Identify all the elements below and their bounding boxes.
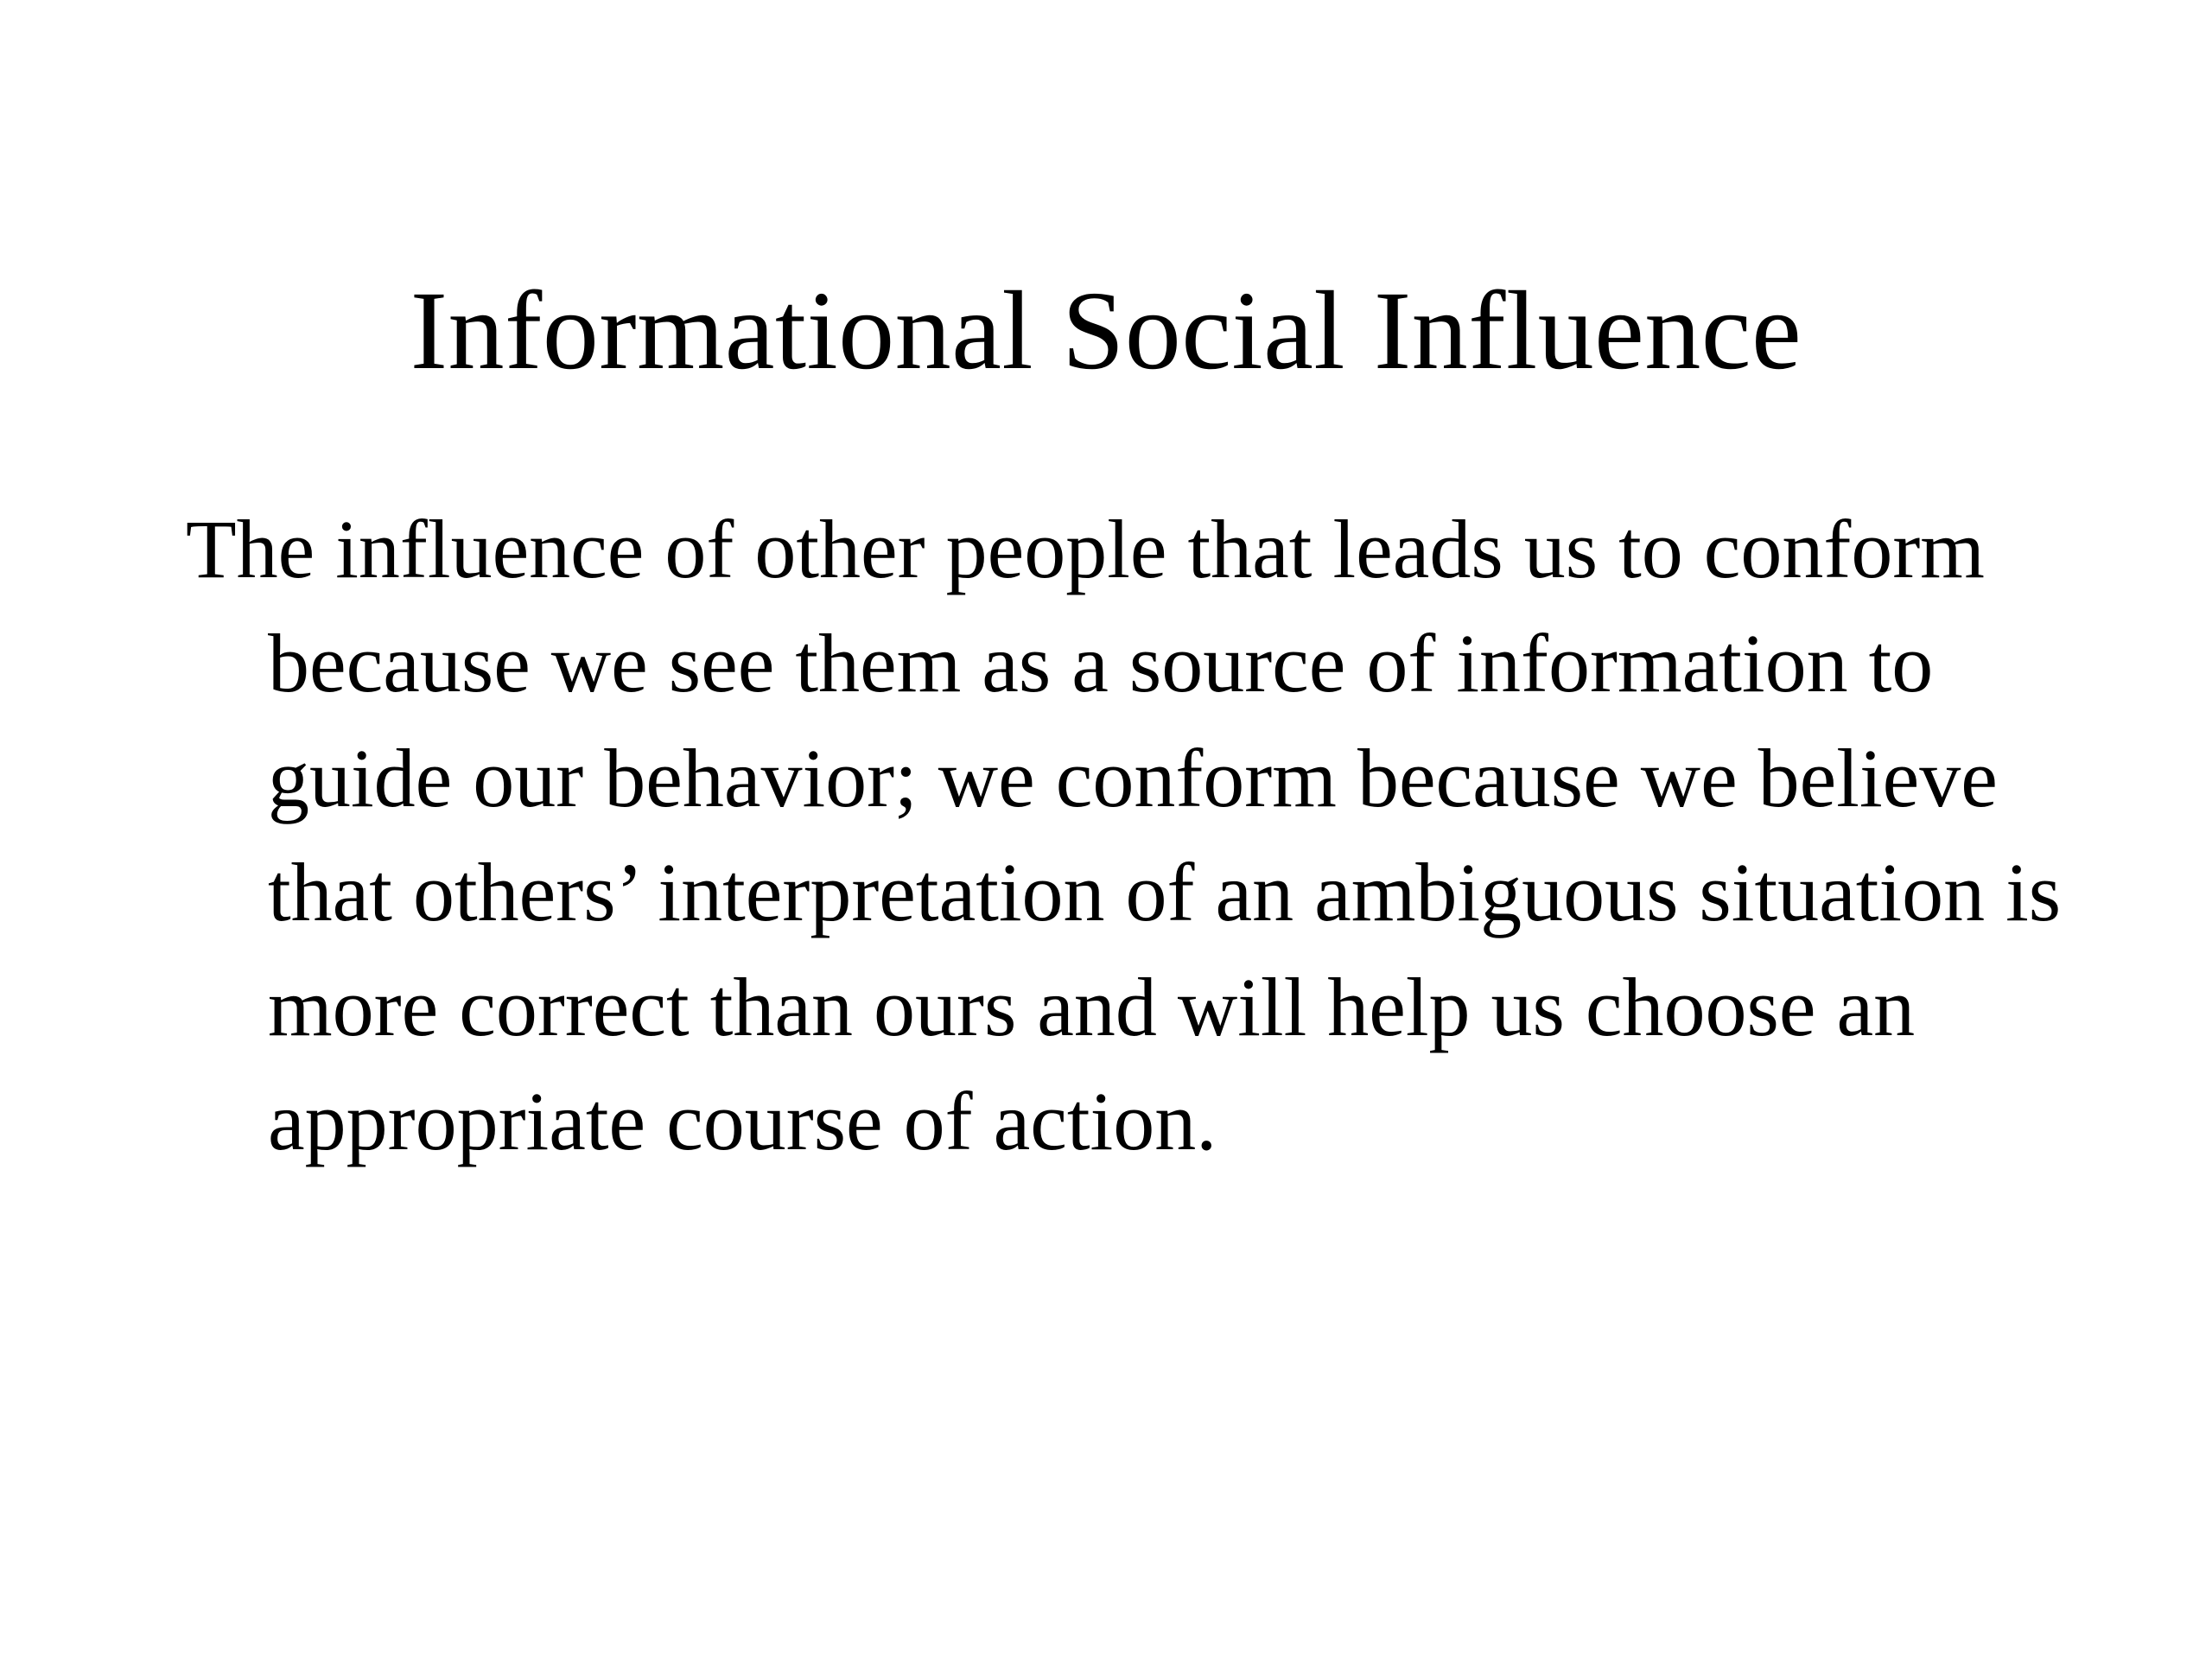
page-title: Informational Social Influence: [410, 269, 1802, 394]
slide-body: [186, 493, 2082, 1179]
body-paragraph: The influence of other people that leads us to conform because we see them as a source of information to guide our behavior; we conform because we believe that others’ interpretation of an ambiguous situation is more correct than ours and will help us choose an appropriate course of action.: [186, 503, 2082, 1168]
